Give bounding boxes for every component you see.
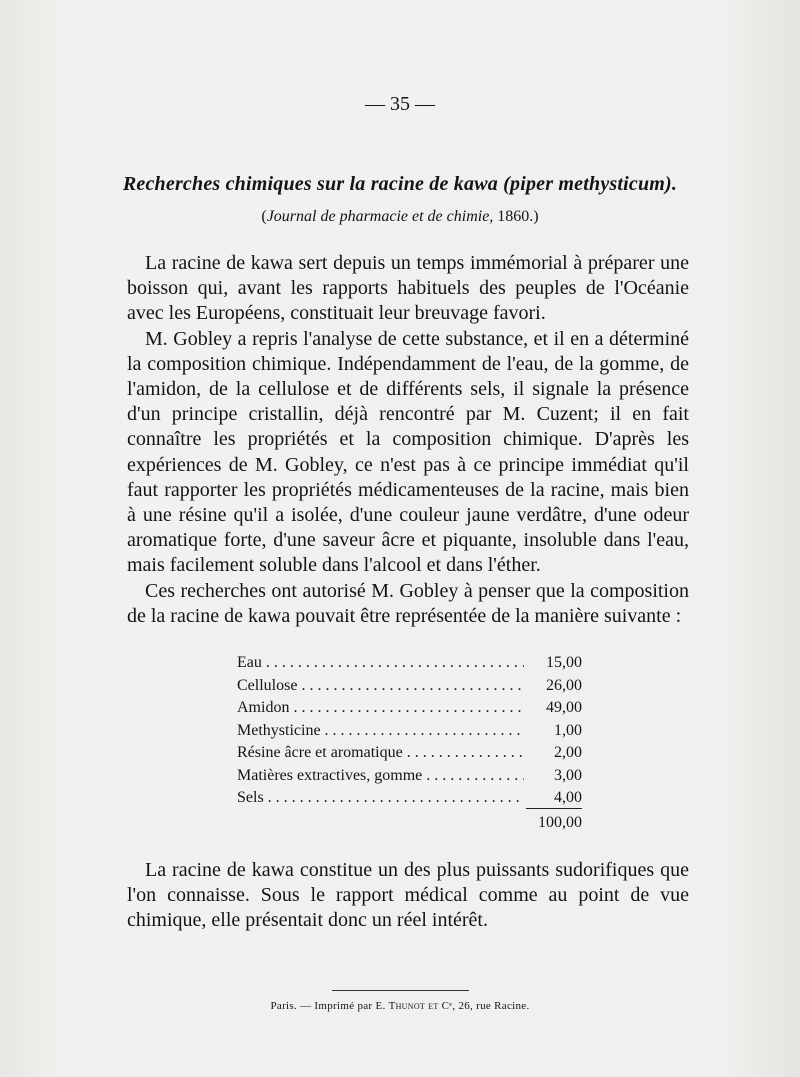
total-rule bbox=[526, 808, 582, 809]
composition-value: 3,00 bbox=[554, 766, 582, 784]
imprint-prefix: Paris. — Imprimé par E. bbox=[270, 1000, 386, 1012]
composition-table bbox=[237, 652, 582, 810]
source-citation: (Journal de pharmacie et de chimie, 1860.) bbox=[261, 208, 539, 225]
composition-value: 2,00 bbox=[554, 744, 582, 761]
composition-value: 4,00 bbox=[554, 789, 582, 806]
composition-row bbox=[237, 742, 582, 765]
composition-label: Sels . . . bbox=[237, 787, 524, 810]
body-text-bottom bbox=[127, 858, 689, 934]
imprint-printer: Thunot et Cᵉ, bbox=[388, 1000, 456, 1012]
paragraph: M. Gobley a repris l'analyse de cette substance, et il en a déterminé la composition chimique. Indépendamment de l'eau, de la gomme, de l'amidon, de la cellulose et de différents sels, il signale la présence d'un principe cristallin, déjà rencontré par M. Cuzent; il en fait connaître les propriétés et la composition chimique. D'après les expériences de M. Gobley, ce n'est pas à ce principe immédiat qu'il faut rapporter les propriétés médicamenteuses de la racine, mais bien à une résine qu'il a isolée, d'une couleur jaune verdâtre, d'une odeur aromatique forte, d'une saveur âcre et piquante, insoluble dans l'eau, mais facilement soluble dans l'alcool et dans l'éther. bbox=[127, 327, 689, 577]
composition-value: 49,00 bbox=[546, 699, 582, 716]
paragraph: La racine de kawa sert depuis un temps immémorial à préparer une boisson qui, avant les rapports habituels des peuples de l'Océanie avec les Européens, constituait leur breuvage favori. bbox=[127, 252, 689, 325]
composition-total: 100,00 bbox=[538, 814, 582, 831]
composition-row bbox=[237, 787, 582, 810]
composition-row bbox=[237, 765, 582, 788]
composition-row bbox=[237, 675, 582, 698]
composition-label: Matières extractives, gomme . . . bbox=[237, 765, 524, 788]
composition-row bbox=[237, 652, 582, 675]
journal-year: 1860. bbox=[497, 208, 534, 225]
composition-row bbox=[237, 697, 582, 720]
composition-label: Amidon . . . bbox=[237, 697, 524, 720]
footer-rule bbox=[332, 990, 469, 991]
composition-label: Eau . . . bbox=[237, 652, 524, 675]
composition-value: 15,00 bbox=[546, 654, 582, 671]
paragraph: La racine de kawa constitue un des plus puissants sudorifiques que l'on connaisse. Sous le rapport médical comme au point de vue chimique, elle présentait donc un réel intérêt. bbox=[127, 859, 689, 932]
printer-imprint bbox=[0, 1000, 800, 1012]
journal-name: Journal de pharmacie et de chimie, bbox=[266, 208, 494, 225]
article-title: Recherches chimiques sur la racine de kawa (piper methysticum). bbox=[122, 173, 678, 195]
imprint-address: 26, rue Racine. bbox=[458, 1000, 530, 1012]
composition-label: Methysticine . . . bbox=[237, 720, 524, 743]
paragraph: Ces recherches ont autorisé M. Gobley à penser que la composition de la racine de kawa pouvait être représentée de la manière suivante : bbox=[127, 579, 689, 627]
page-number: — 35 — bbox=[365, 93, 435, 115]
composition-value: 1,00 bbox=[554, 721, 582, 739]
composition-row bbox=[237, 720, 582, 743]
composition-value: 26,00 bbox=[546, 676, 582, 694]
composition-label: Cellulose . . . bbox=[237, 675, 524, 698]
body-text-top bbox=[127, 251, 689, 629]
composition-label: Résine âcre et aromatique . . . bbox=[237, 742, 524, 765]
